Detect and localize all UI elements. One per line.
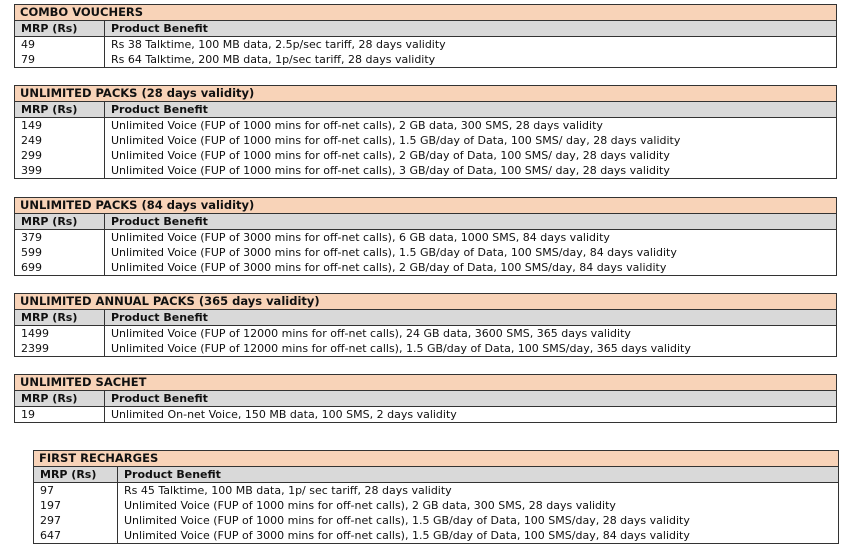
benefit-cell: Unlimited Voice (FUP of 1000 mins for off-net calls), 2 GB/day of Data, 100 SMS/ day, 28 days validity	[111, 149, 670, 162]
table-title: UNLIMITED PACKS (28 days validity)	[15, 86, 836, 102]
table-row	[15, 245, 836, 260]
benefit-header: Product Benefit	[111, 103, 208, 116]
mrp-cell: 49	[15, 37, 105, 52]
table-header	[34, 467, 838, 483]
table-title: UNLIMITED PACKS (84 days validity)	[15, 198, 836, 214]
mrp-cell: 1499	[15, 326, 105, 341]
mrp-cell: 97	[34, 483, 118, 498]
benefit-cell: Unlimited Voice (FUP of 1000 mins for off-net calls), 1.5 GB/day of Data, 100 SMS/day, 28 days validity	[124, 514, 690, 527]
mrp-cell: 19	[15, 407, 105, 422]
mrp-cell: 299	[15, 148, 105, 163]
table-row	[15, 133, 836, 148]
mrp-cell: 399	[15, 163, 105, 178]
table-title: UNLIMITED ANNUAL PACKS (365 days validity)	[15, 294, 836, 310]
table-header	[15, 310, 836, 326]
table-row	[15, 118, 836, 133]
table-row	[15, 260, 836, 275]
table-title: COMBO VOUCHERS	[15, 5, 836, 21]
table-row	[15, 163, 836, 178]
table-row	[34, 498, 838, 513]
mrp-cell: 2399	[15, 341, 105, 356]
table-row	[15, 148, 836, 163]
table-row	[15, 230, 836, 245]
mrp-header: MRP (Rs)	[15, 391, 105, 406]
first-recharges-table	[33, 450, 839, 544]
unlimited-sachet-table	[14, 374, 837, 423]
mrp-cell: 197	[34, 498, 118, 513]
benefit-cell: Unlimited Voice (FUP of 1000 mins for off-net calls), 3 GB/day of Data, 100 SMS/ day, 28 days validity	[111, 164, 670, 177]
table-header	[15, 391, 836, 407]
benefit-header: Product Benefit	[111, 22, 208, 35]
benefit-cell: Unlimited On-net Voice, 150 MB data, 100 SMS, 2 days validity	[111, 408, 457, 421]
benefit-header: Product Benefit	[111, 311, 208, 324]
benefit-cell: Unlimited Voice (FUP of 3000 mins for off-net calls), 6 GB data, 1000 SMS, 84 days validity	[111, 231, 610, 244]
table-header	[15, 102, 836, 118]
table-header	[15, 21, 836, 37]
unlimited-packs-28-table	[14, 85, 837, 179]
benefit-cell: Rs 64 Talktime, 200 MB data, 1p/sec tariff, 28 days validity	[111, 53, 436, 66]
benefit-cell: Unlimited Voice (FUP of 3000 mins for off-net calls), 1.5 GB/day of Data, 100 SMS/day, 84 days validity	[124, 529, 690, 542]
benefit-cell: Unlimited Voice (FUP of 1000 mins for off-net calls), 1.5 GB/day of Data, 100 SMS/ day, 28 days validity	[111, 134, 681, 147]
mrp-header: MRP (Rs)	[34, 467, 118, 482]
benefit-cell: Rs 45 Talktime, 100 MB data, 1p/ sec tariff, 28 days validity	[124, 484, 452, 497]
table-row	[15, 52, 836, 67]
mrp-cell: 379	[15, 230, 105, 245]
mrp-cell: 647	[34, 528, 118, 543]
mrp-cell: 297	[34, 513, 118, 528]
benefit-cell: Unlimited Voice (FUP of 3000 mins for off-net calls), 2 GB/day of Data, 100 SMS/day, 84 days validity	[111, 261, 667, 274]
benefit-header: Product Benefit	[111, 215, 208, 228]
mrp-cell: 599	[15, 245, 105, 260]
benefit-cell: Unlimited Voice (FUP of 12000 mins for off-net calls), 1.5 GB/day of Data, 100 SMS/day, 365 days validity	[111, 342, 691, 355]
benefit-header: Product Benefit	[111, 392, 208, 405]
table-row	[34, 483, 838, 498]
benefit-cell: Unlimited Voice (FUP of 3000 mins for off-net calls), 1.5 GB/day of Data, 100 SMS/day, 84 days validity	[111, 246, 677, 259]
table-row	[15, 326, 836, 341]
benefit-header: Product Benefit	[124, 468, 221, 481]
mrp-header: MRP (Rs)	[15, 310, 105, 325]
table-title: FIRST RECHARGES	[34, 451, 838, 467]
unlimited-annual-packs-table	[14, 293, 837, 357]
mrp-header: MRP (Rs)	[15, 102, 105, 117]
table-row	[34, 513, 838, 528]
benefit-cell: Unlimited Voice (FUP of 12000 mins for off-net calls), 24 GB data, 3600 SMS, 365 days validity	[111, 327, 631, 340]
unlimited-packs-84-table	[14, 197, 837, 276]
mrp-cell: 79	[15, 52, 105, 67]
table-row	[15, 37, 836, 52]
combo-vouchers-table	[14, 4, 837, 68]
table-row	[15, 407, 836, 422]
mrp-header: MRP (Rs)	[15, 214, 105, 229]
benefit-cell: Unlimited Voice (FUP of 1000 mins for off-net calls), 2 GB data, 300 SMS, 28 days validity	[124, 499, 616, 512]
table-row	[34, 528, 838, 543]
benefit-cell: Rs 38 Talktime, 100 MB data, 2.5p/sec tariff, 28 days validity	[111, 38, 446, 51]
mrp-cell: 249	[15, 133, 105, 148]
benefit-cell: Unlimited Voice (FUP of 1000 mins for off-net calls), 2 GB data, 300 SMS, 28 days validity	[111, 119, 603, 132]
mrp-cell: 699	[15, 260, 105, 275]
mrp-header: MRP (Rs)	[15, 21, 105, 36]
table-header	[15, 214, 836, 230]
mrp-cell: 149	[15, 118, 105, 133]
table-row	[15, 341, 836, 356]
table-title: UNLIMITED SACHET	[15, 375, 836, 391]
